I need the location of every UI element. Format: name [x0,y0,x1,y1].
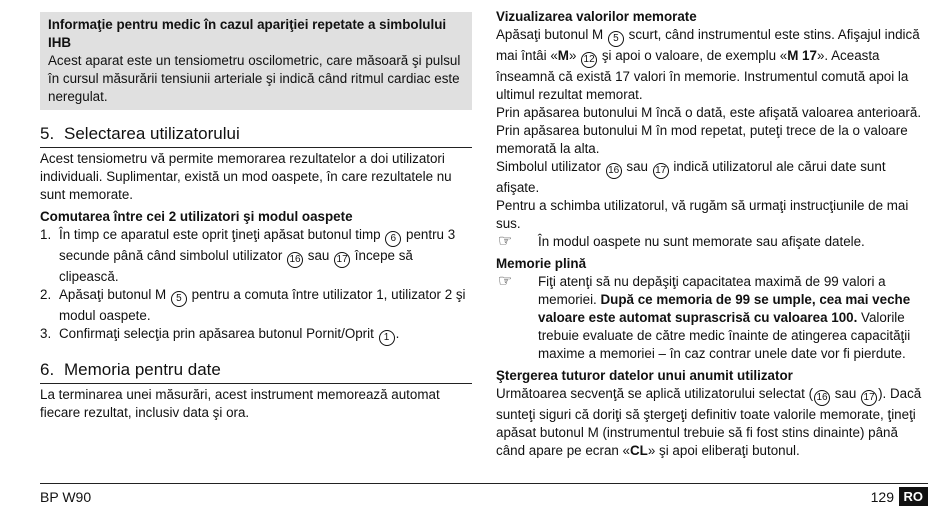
pointing-hand-icon: ☞ [498,233,513,250]
step-text: . [395,326,400,341]
hint-bold-text: După ce memoria de 99 se umple, cea mai veche valoare este automat suprascrisă cu valoarea 100. [538,292,911,325]
info-box-title: Informaţie pentru medic în cazul apariţiei repetate a simbolului IHB [48,17,447,50]
section-6-title: Memoria pentru date [64,360,221,379]
text: scurt, când instrumentul este stins. Afişajul indică mai întâi « [496,27,920,63]
text: Simbolul utilizator [496,159,605,174]
info-box-body: Acest aparat este un tensiometru oscilometric, care măsoară şi pulsul în cursul măsurării tensiunii arteriale şi indică când ritmul cardiac este neregulat. [48,53,461,104]
text: sau [831,386,861,401]
memory-full-title: Memorie plină [496,256,587,271]
view-memory-p3: Prin apăsarea butonului M în mod repetat, puteţi trece de la o valoare memorată la alta. [496,123,908,156]
section-6-intro: La terminarea unei măsurări, acest instrument memorează automat fiecare rezultat, inclusiv data şi ora. [40,387,440,420]
step-number: 3. [40,326,52,341]
section-5-heading [40,124,472,148]
text: Următoarea secvenţă se aplică utilizatorului selectat ( [496,386,814,401]
step-2 [40,286,472,325]
view-memory-title: Vizualizarea valorilor memorate [496,9,697,24]
ref-circle: 16 [814,390,830,406]
text: » [568,48,581,63]
text: » şi apoi eliberaţi butonul. [647,443,800,458]
view-memory-p4 [496,158,928,197]
view-memory-p2: Prin apăsarea butonului M încă o dată, este afişată valoarea anterioară. [496,105,922,120]
section-5-number: 5. [40,124,55,143]
display-symbol: M [557,48,569,63]
erase-body [496,385,928,460]
ref-circle: 5 [608,31,624,47]
ref-circle: 16 [287,252,303,268]
hint-text: În modul oaspete nu sunt memorate sau afişate datele. [538,234,865,249]
ref-circle: 17 [653,163,669,179]
step-number: 2. [40,287,52,302]
step-text: pentru 3 secunde până când simbolul utilizator [59,227,456,263]
page-footer [40,483,928,514]
section-6-number: 6. [40,360,55,379]
section-6-heading [40,360,472,384]
ref-circle: 16 [606,163,622,179]
hint-text: Valorile trebuie evaluate de către medic înainte de atingerea capacităţii maxime a memoriei – în caz contrar unele date vor fi pierdute. [538,310,911,361]
pointing-hand-icon: ☞ [498,273,513,290]
left-column [40,8,472,422]
ref-circle: 12 [581,52,597,68]
step-number: 1. [40,227,52,242]
ref-circle: 17 [861,390,877,406]
step-text: pentru a comuta între utilizator 1, utilizator 2 şi modul oaspete. [59,287,466,323]
right-column [496,8,928,460]
display-example: M 17 [787,48,817,63]
display-symbol: CL [630,443,648,458]
model-name: BP W90 [40,489,92,505]
text: sau [622,159,652,174]
erase-title: Ştergerea tuturor datelor unui anumit utilizator [496,368,793,383]
text: Apăsaţi butonul M [496,27,607,42]
page-number: 129 [870,489,894,505]
step-text: Confirmaţi selecţia prin apăsarea butonul Pornit/Oprit [59,326,378,341]
view-memory-p1 [496,26,928,104]
step-text: În timp ce aparatul este oprit ţineţi apăsat butonul timp [59,227,385,242]
user-switch-subtitle: Comutarea între cei 2 utilizatori şi modul oaspete [40,209,353,224]
step-1 [40,226,472,286]
user-switch-steps [40,226,472,346]
section-5-title: Selectarea utilizatorului [64,124,240,143]
text: şi apoi o valoare, de exemplu « [598,48,788,63]
guest-mode-hint [496,233,928,251]
step-text: Apăsaţi butonul M [59,287,170,302]
ref-circle: 17 [334,252,350,268]
section-5-intro: Acest tensiometru vă permite memorarea rezultatelor a doi utilizatori individuali. Suplimentar, există un mod oaspete, în care rezultatele nu sunt memorate. [40,151,452,202]
ihb-info-box [40,12,472,110]
ref-circle: 6 [385,231,401,247]
hint-text: Fiţi atenţi să nu depăşiţi capacitatea maximă de 99 valori a memoriei. [538,274,886,307]
step-3 [40,325,472,346]
ref-circle: 5 [171,291,187,307]
text: ). Dacă sunteţi siguri că doriţi să ştergeţi definitiv toate valorile memorate, ţineţi apăsat butonul M (instrumentul trebuie să fi fost stins dinainte) până când apare pe ecran « [496,386,922,458]
step-text: începe să clipească. [59,248,413,284]
memory-full-hint [496,273,928,363]
text: ». Aceasta înseamnă că există 17 valori în memorie. Instrumentul comută apoi la ultimul rezultat memorat. [496,48,909,102]
text: indică utilizatorul ale cărui date sunt afişate. [496,159,886,195]
language-badge: RO [899,487,929,506]
step-text: sau [304,248,334,263]
view-memory-p5: Pentru a schimba utilizatorul, vă rugăm să urmaţi instrucţiunile de mai sus. [496,198,909,231]
ref-circle: 1 [379,330,395,346]
